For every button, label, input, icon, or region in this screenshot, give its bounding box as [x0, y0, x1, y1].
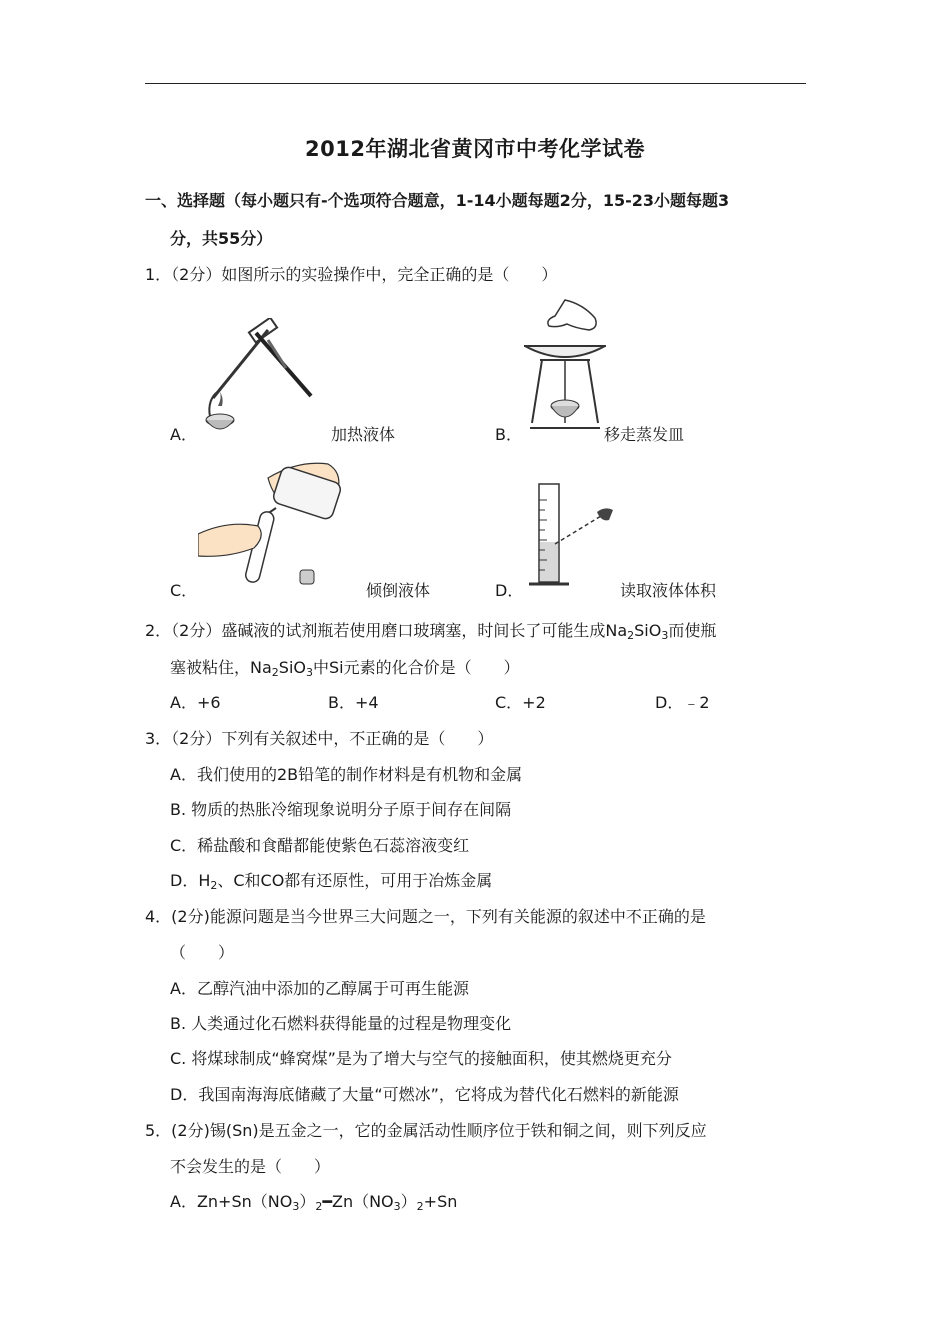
- q5-a-part4: ）: [400, 1192, 417, 1211]
- q4-option-d: D．我国南海海底储藏了大量“可燃冰”，它将成为替代化石燃料的新能源: [170, 1085, 679, 1104]
- q4-stem-cont: （ ）: [170, 943, 235, 962]
- q4-stem: 4．(2分)能源问题是当今世界三大问题之一，下列有关能源的叙述中不正确的是: [145, 907, 706, 926]
- q5-a-part2: ）: [299, 1192, 316, 1211]
- section-heading-line2: 分，共55分）: [170, 229, 273, 248]
- q4-option-b: B. 人类通过化石燃料获得能量的过程是物理变化: [170, 1014, 512, 1033]
- q2-stem-line2: [170, 655, 520, 678]
- q2-line2-sub1: 2: [271, 666, 279, 679]
- evaporating-dish-icon: [520, 298, 610, 438]
- q5-a-part1: A．Zn+Sn（NO: [170, 1192, 293, 1211]
- q2-line1-mid: SiO: [634, 621, 662, 640]
- q5-option-a: [170, 1189, 457, 1212]
- q2-stem-line1: [145, 618, 716, 641]
- q3-option-a: A．我们使用的2B铅笔的制作材料是有机物和金属: [170, 765, 523, 784]
- q3-option-d-post: 、C和CO都有还原性，可用于冶炼金属: [217, 871, 493, 890]
- q3-stem: 3．（2分）下列有关叙述中，不正确的是（ ）: [145, 729, 494, 748]
- q2-option-c: C．+2: [495, 693, 546, 712]
- q2-option-a: A．+6: [170, 693, 221, 712]
- q5-a-part3: ━Zn（NO: [322, 1192, 394, 1211]
- q1-option-b-caption: 移走蒸发皿: [604, 425, 685, 444]
- q3-option-d-pre: D．H: [170, 871, 211, 890]
- q2-line2-sub2: 3: [305, 666, 313, 679]
- q1-option-d-letter: D．: [495, 581, 524, 600]
- q1-option-a-letter: A．: [170, 425, 197, 444]
- q2-option-b: B．+4: [328, 693, 379, 712]
- q3-option-b: B. 物质的热胀冷缩现象说明分子原于间存在间隔: [170, 800, 512, 819]
- q1-option-c-caption: 倾倒液体: [366, 581, 431, 600]
- test-tube-heating-icon: [198, 318, 318, 438]
- section-heading-line1: 一、选择题（每小题只有-个选项符合题意，1-14小题每题2分，15-23小题每题3: [145, 191, 730, 210]
- q3-option-d-sub: 2: [210, 879, 218, 892]
- graduated-cylinder-icon: [525, 480, 620, 590]
- q5-stem-cont: 不会发生的是（ ）: [170, 1157, 331, 1176]
- q1-option-c-letter: C．: [170, 581, 198, 600]
- q1-option-a-caption: 加热液体: [331, 425, 396, 444]
- q1-option-d-caption: 读取液体体积: [620, 581, 717, 600]
- pouring-liquid-icon: [198, 456, 358, 591]
- q5-a-sub4: 2: [416, 1200, 424, 1213]
- q5-a-sub3: 3: [393, 1200, 401, 1213]
- q5-a-sub2: 2: [315, 1200, 323, 1213]
- q5-a-part5: +Sn: [423, 1192, 458, 1211]
- q2-line2-mid: SiO: [278, 658, 306, 677]
- q2-line1-text: 2．（2分）盛碱液的试剂瓶若使用磨口玻璃塞，时间长了可能生成Na: [145, 621, 628, 640]
- header-rule: [145, 83, 806, 84]
- q2-line1-sub1: 2: [627, 629, 635, 642]
- q4-option-c: C. 将煤球制成“蜂窝煤”是为了增大与空气的接触面积，使其燃烧更充分: [170, 1049, 672, 1068]
- page-title: 2012年湖北省黄冈市中考化学试卷: [305, 137, 645, 161]
- q3-option-c: C．稀盐酸和食醋都能使紫色石蕊溶液变红: [170, 836, 470, 855]
- q4-option-a: A．乙醇汽油中添加的乙醇属于可再生能源: [170, 979, 469, 998]
- q2-line2-post: 中Si元素的化合价是（ ）: [312, 658, 520, 677]
- q1-stem: 1．（2分）如图所示的实验操作中，完全正确的是（ ）: [145, 265, 558, 284]
- q2-line1-sub2: 3: [661, 629, 669, 642]
- q5-stem: 5．(2分)锡(Sn)是五金之一，它的金属活动性顺序位于铁和铜之间，则下列反应: [145, 1121, 707, 1140]
- q5-a-sub1: 3: [292, 1200, 300, 1213]
- q2-line1-post: 而使瓶: [668, 621, 717, 640]
- q2-line2-text: 塞被粘住，Na: [170, 658, 272, 677]
- q3-option-d: [170, 868, 492, 891]
- q1-option-b-letter: B．: [495, 425, 522, 444]
- q2-option-d: D．﹣2: [655, 693, 710, 712]
